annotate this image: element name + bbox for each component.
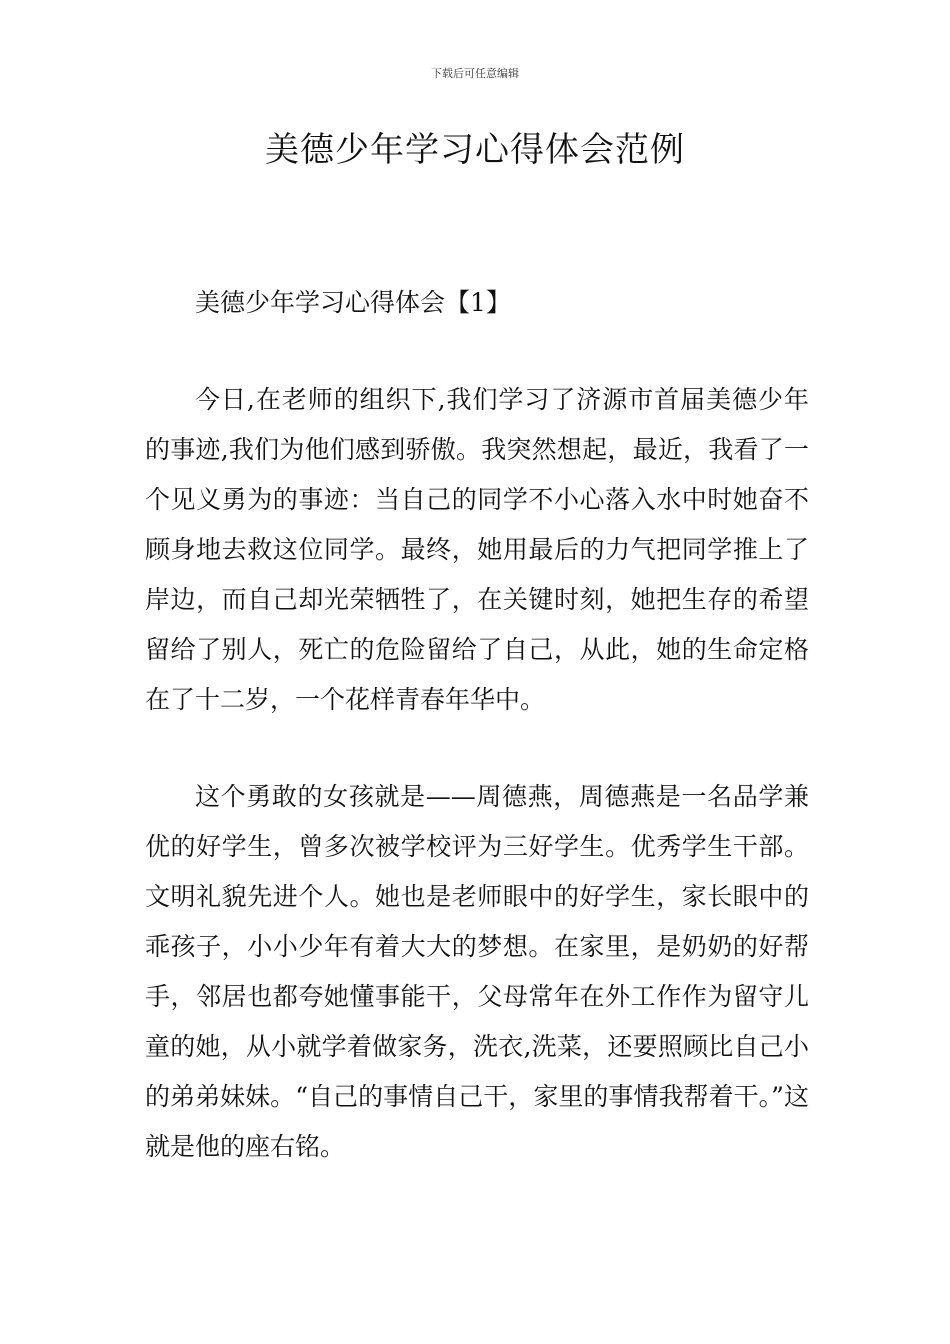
section-heading: 美德少年学习心得体会【1】 [195,288,511,317]
header-note: 下载后可任意编辑 [431,67,519,80]
body-paragraph-2: 这个勇敢的女孩就是——周德燕，周德燕是一名品学兼优的好学生，曾多次被学校评为三好学生。优秀学生干部。文明礼貌先进个人。她也是老师眼中的好学生，家长眼中的乖孩子，小小少年有着大大的梦想。在家里，是奶奶的好帮手，邻居也都夸她懂事能干，父母常年在外工作作为留守儿童的她，从小就学着做家务，洗衣,洗菜，还要照顾比自己小的弟弟妹妹。“自己的事情自己干，家里的事情我帮着干。”这就是他的座右铭。 [145,782,809,1161]
body-paragraph-1: 今日,在老师的组织下,我们学习了济源市首届美德少年的事迹,我们为他们感到骄傲。我突然想起，最近，我看了一个见义勇为的事迹：当自己的同学不小心落入水中时她奋不顾身地去救这位同学。最终，她用最后的力气把同学推上了岸边，而自己却光荣牺牲了，在关键时刻，她把生存的希望留给了别人，死亡的危险留给了自己，从此，她的生命定格在了十二岁，一个花样青春年华中。 [145,385,809,714]
document-title: 美德少年学习心得体会范例 [265,130,685,170]
